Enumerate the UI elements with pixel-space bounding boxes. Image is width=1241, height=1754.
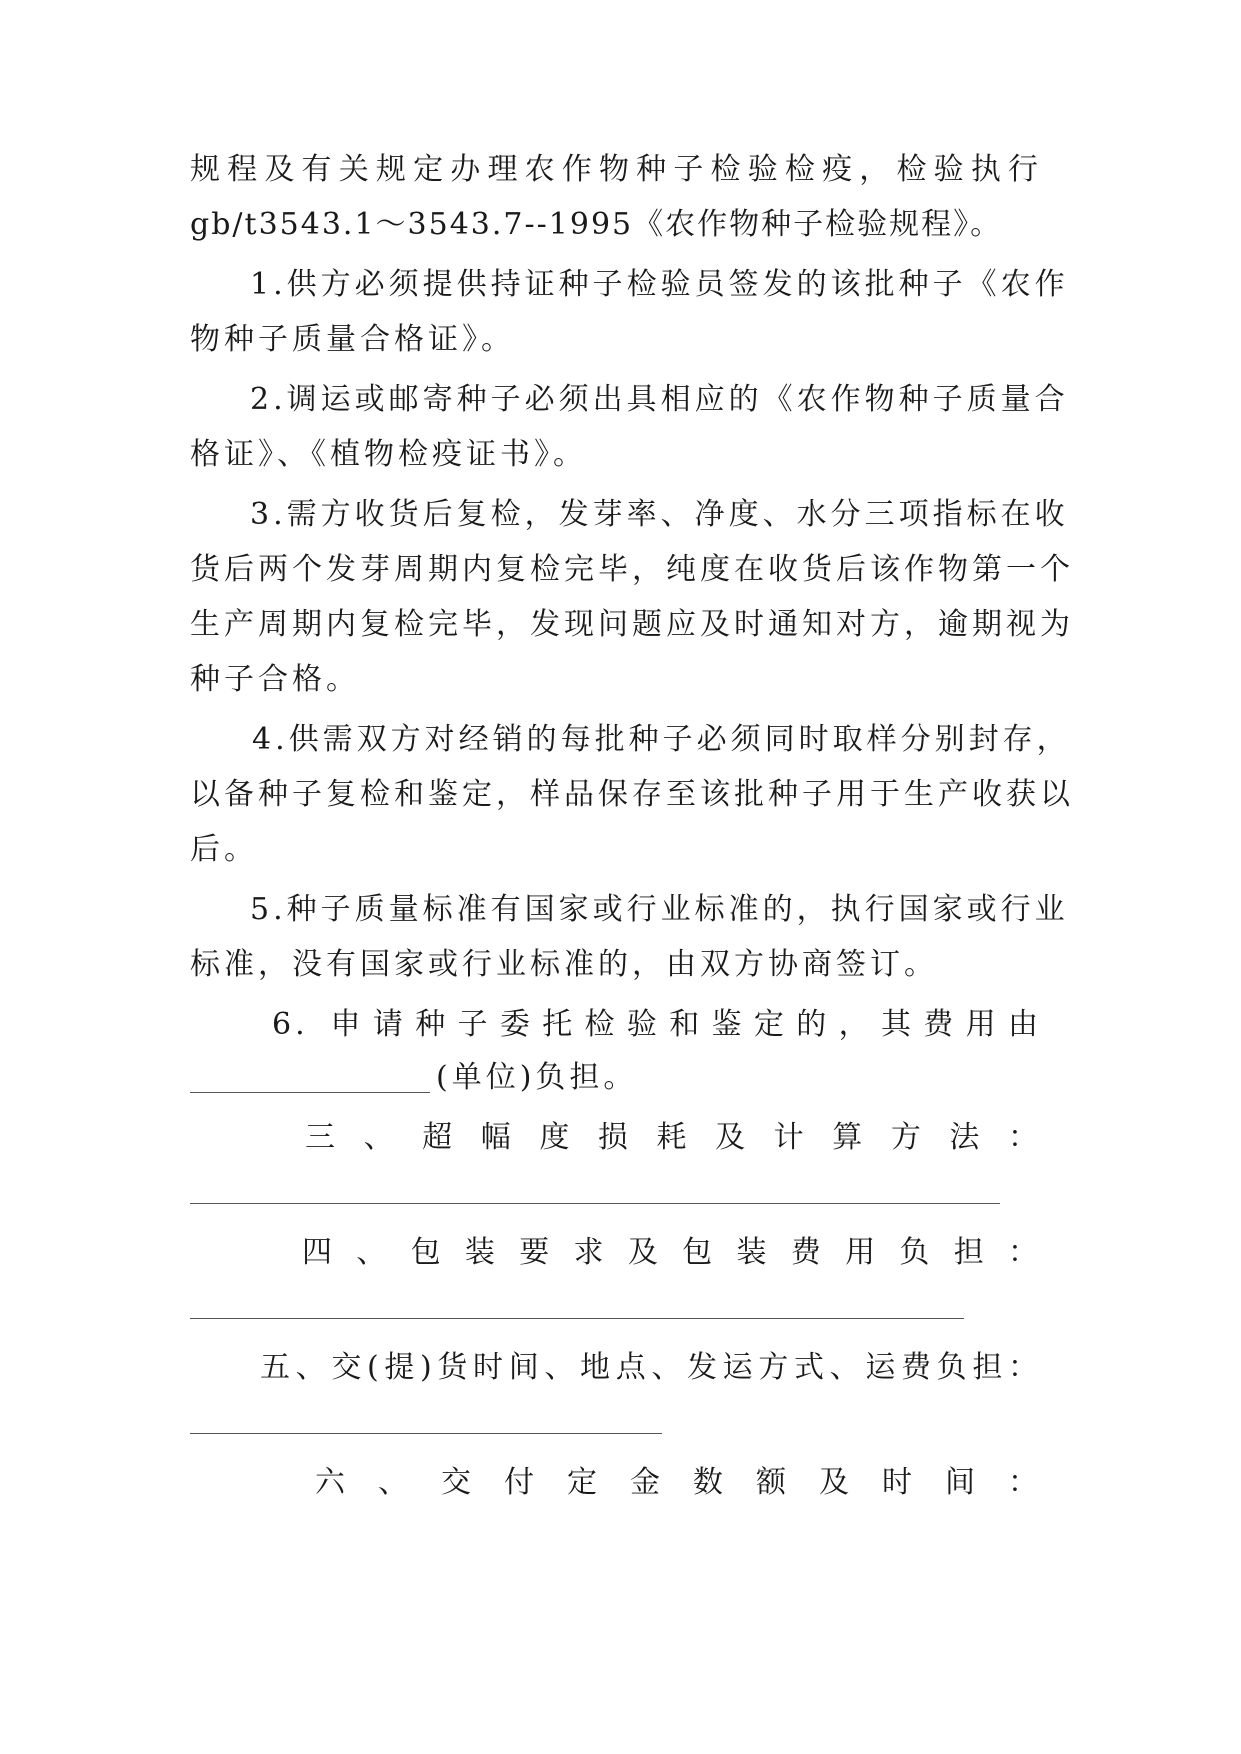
section4-heading: 四、包装要求及包装费用负担： (302, 1235, 1042, 1270)
section6-heading: 六、交付定金数额及时间： (315, 1465, 1042, 1500)
item5-line-1: 5.种子质量标准有国家或行业标准的，执行国家或行业 (250, 892, 1069, 927)
item4-line-1: 4.供需双方对经销的每批种子必须同时取样分别封存， (252, 722, 1071, 757)
item5-line-2: 标准，没有国家或行业标准的，由双方协商签订。 (190, 947, 938, 982)
item6-line-1: 6. 申请种子委托检验和鉴定的，其费用由 (272, 1007, 1042, 1042)
item4-line-3: 后。 (190, 832, 258, 867)
item6-line-2-suffix: (单位)负担。 (436, 1060, 638, 1095)
item3-line-4: 种子合格。 (190, 662, 360, 697)
section5-heading: 五、交(提)货时间、地点、发运方式、运费负担： (260, 1350, 1042, 1385)
section3-blank-line (190, 1203, 1000, 1204)
item1-line-2: 物种子质量合格证》。 (190, 322, 515, 357)
section4-blank-line (190, 1318, 964, 1319)
item3-line-2: 货后两个发芽周期内复检完毕，纯度在收货后该作物第一个 (190, 552, 1074, 587)
intro-line-1: 规程及有关规定办理农作物种子检验检疫，检验执行 (190, 152, 1042, 187)
item4-line-2: 以备种子复检和鉴定，样品保存至该批种子用于生产收获以 (190, 777, 1074, 812)
section3-heading: 三、超幅度损耗及计算方法： (305, 1120, 1042, 1155)
item1-line-1: 1.供方必须提供持证种子检验员签发的该批种子《农作 (250, 267, 1069, 302)
intro-line-2: gb/t3543.1～3543.7--1995《农作物种子检验规程》。 (190, 207, 1003, 242)
section5-blank-line (190, 1433, 662, 1434)
item3-line-3: 生产周期内复检完毕，发现问题应及时通知对方，逾期视为 (190, 607, 1074, 642)
item2-line-2: 格证》、《植物检疫证书》。 (190, 437, 587, 472)
item3-line-1: 3.需方收货后复检，发芽率、净度、水分三项指标在收 (250, 497, 1069, 532)
item6-blank-line (190, 1092, 430, 1093)
item2-line-1: 2.调运或邮寄种子必须出具相应的《农作物种子质量合 (250, 382, 1069, 417)
